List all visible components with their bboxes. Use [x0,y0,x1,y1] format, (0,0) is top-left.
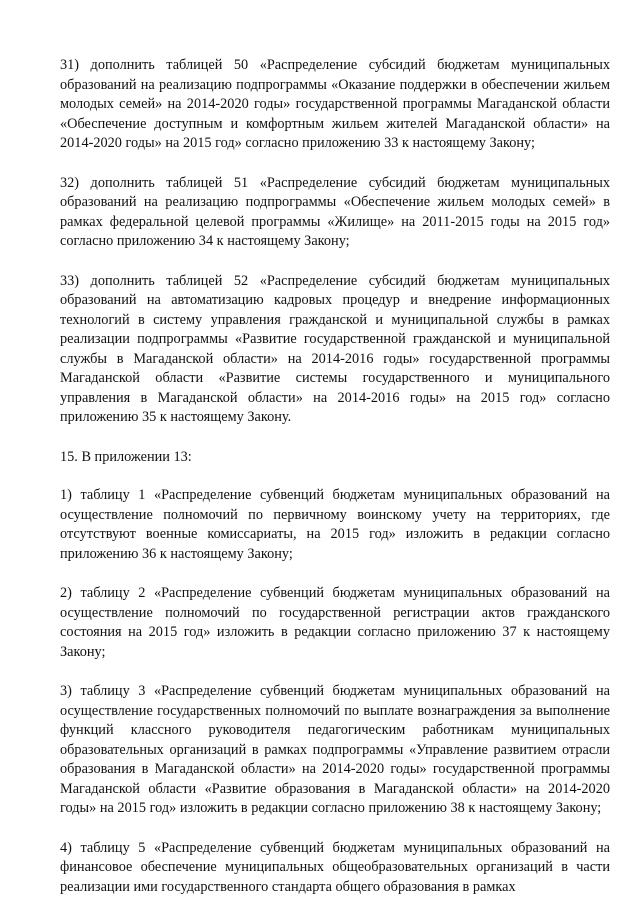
paragraph-item-31: 31) дополнить таблицей 50 «Распределение субсидий бюджетам муниципальных образований на реализацию подпрограммы «Оказание поддержки в обеспечении жильем молодых семей» на 2014-2020 годы» государственной программы Магаданской области «Обеспечение доступным и комфортным жильем жителей Магаданской области» на 2014-2020 годы» на 2015 год» согласно приложению 33 к настоящему Закону; [60,57,610,151]
paragraph-table-5: 4) таблицу 5 «Распределение субвенций бюджетам муниципальных образований на финансовое обеспечение муниципальных общеобразовательных организаций в части реализации ими государственного стандарта общего образования в рамках [60,839,610,895]
paragraph-item-33: 33) дополнить таблицей 52 «Распределение субсидий бюджетам муниципальных образований на автоматизацию кадровых процедур и внедрение информационных технологий в систему управления гражданской и муниципальной службы в рамках реализации подпрограммы «Развитие государственной гражданской и муниципальной службы в Магаданской области» на 2014-2016 годы» государственной программы Магаданской области «Развитие системы государственного и муниципального управления в Магаданской области» на 2014-2016 годы» на 2015 год» согласно приложению 35 к настоящему Закону. [60,272,610,425]
section-heading-15: 15. В приложении 13: [60,448,192,465]
document-page [60,56,610,917]
paragraph-table-2: 2) таблицу 2 «Распределение субвенций бюджетам муниципальных образований на осуществление полномочий по государственной регистрации актов гражданского состояния на 2015 год» изложить в редакции согласно приложению 37 к настоящему Закону; [60,585,610,660]
paragraph-table-3: 3) таблицу 3 «Распределение субвенций бюджетам муниципальных образований на осуществление государственных полномочий по выплате вознаграждения за выполнение функций классного руководителя педагогическим работникам муниципальных образовательных организаций в рамках подпрограммы «Управление развитием отрасли образования в Магаданской области» на 2014-2020 годы» государственной программы Магаданской области «Развитие образования в Магаданской области» на 2014-2020 годы» на 2015 год» изложить в редакции согласно приложению 38 к настоящему Закону; [60,683,610,816]
paragraph-table-1: 1) таблицу 1 «Распределение субвенций бюджетам муниципальных образований на осуществление полномочий по первичному воинскому учету на территориях, где отсутствуют военные комиссариаты, на 2015 год» изложить в редакции согласно приложению 36 к настоящему Закону; [60,487,610,562]
paragraph-item-32: 32) дополнить таблицей 51 «Распределение субсидий бюджетам муниципальных образований на реализацию подпрограммы «Обеспечение жильем молодых семей» в рамках федеральной целевой программы «Жилище» на 2011-2015 годы на 2015 год» согласно приложению 34 к настоящему Закону; [60,174,610,249]
